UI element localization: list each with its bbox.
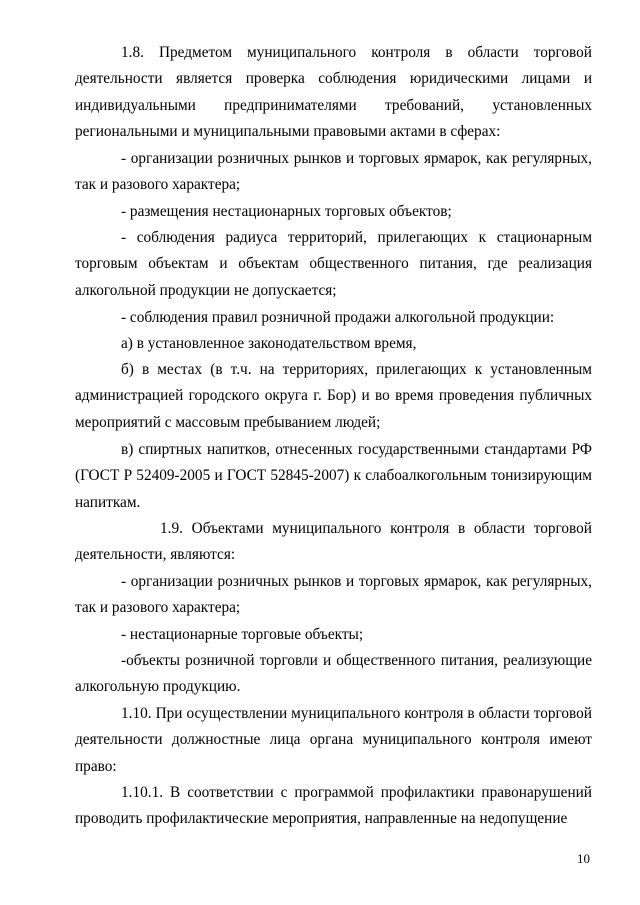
paragraph-objects-retail: -объекты розничной торговли и общественного питания, реализующие алкогольную продукцию. <box>75 652 592 696</box>
paragraph-1-10: 1.10. При осуществлении муниципального контроля в области торговой деятельности должностные лица органа муниципального контроля имеют право: <box>75 705 592 775</box>
paragraph-1-10-1: 1.10.1. В соответствии с программой профилактики правонарушений проводить профилактические мероприятия, направленные на недопущение <box>75 784 592 828</box>
paragraph-item-v: в) спиртных напитков, отнесенных государственными стандартами РФ (ГОСТ Р 52409-2005 и ГОСТ 52845-2007) к слабоалкогольным тонизирующим напиткам. <box>75 441 592 511</box>
paragraph-objects-non-stationary: - нестационарные торговые объекты; <box>121 626 364 643</box>
paragraph-alcohol-rules: - соблюдения правил розничной продажи алкогольной продукции: <box>121 309 555 326</box>
paragraph-markets: - организации розничных рынков и торговых ярмарок, как регулярных, так и разового характера; <box>75 150 592 194</box>
paragraph-item-b: б) в местах (в т.ч. на территориях, прилегающих к установленным администрацией городского округа г. Бор) и во время проведения публичных мероприятий с массовым пребыванием людей; <box>75 361 592 431</box>
paragraph-1-9: 1.9. Объектами муниципального контроля в области торговой деятельности, являются: <box>75 520 592 564</box>
paragraph-1-8: 1.8. Предметом муниципального контроля в области торговой деятельности является проверка соблюдения юридическими лицами и индивидуальными предпринимателями требований, установленных региональными и муниципальными правовыми актами в сферах: <box>75 44 592 141</box>
paragraph-non-stationary: - размещения нестационарных торговых объектов; <box>121 203 452 220</box>
paragraph-radius: - соблюдения радиуса территорий, прилегающих к стационарным торговым объектам и объектам общественного питания, где реализация алкогольной продукции не допускается; <box>75 229 592 299</box>
paragraph-objects-markets: - организации розничных рынков и торговых ярмарок, как регулярных, так и разового характера; <box>75 573 592 617</box>
page-number: 10 <box>577 851 590 866</box>
paragraph-item-a: а) в установленное законодательством время, <box>121 335 417 352</box>
